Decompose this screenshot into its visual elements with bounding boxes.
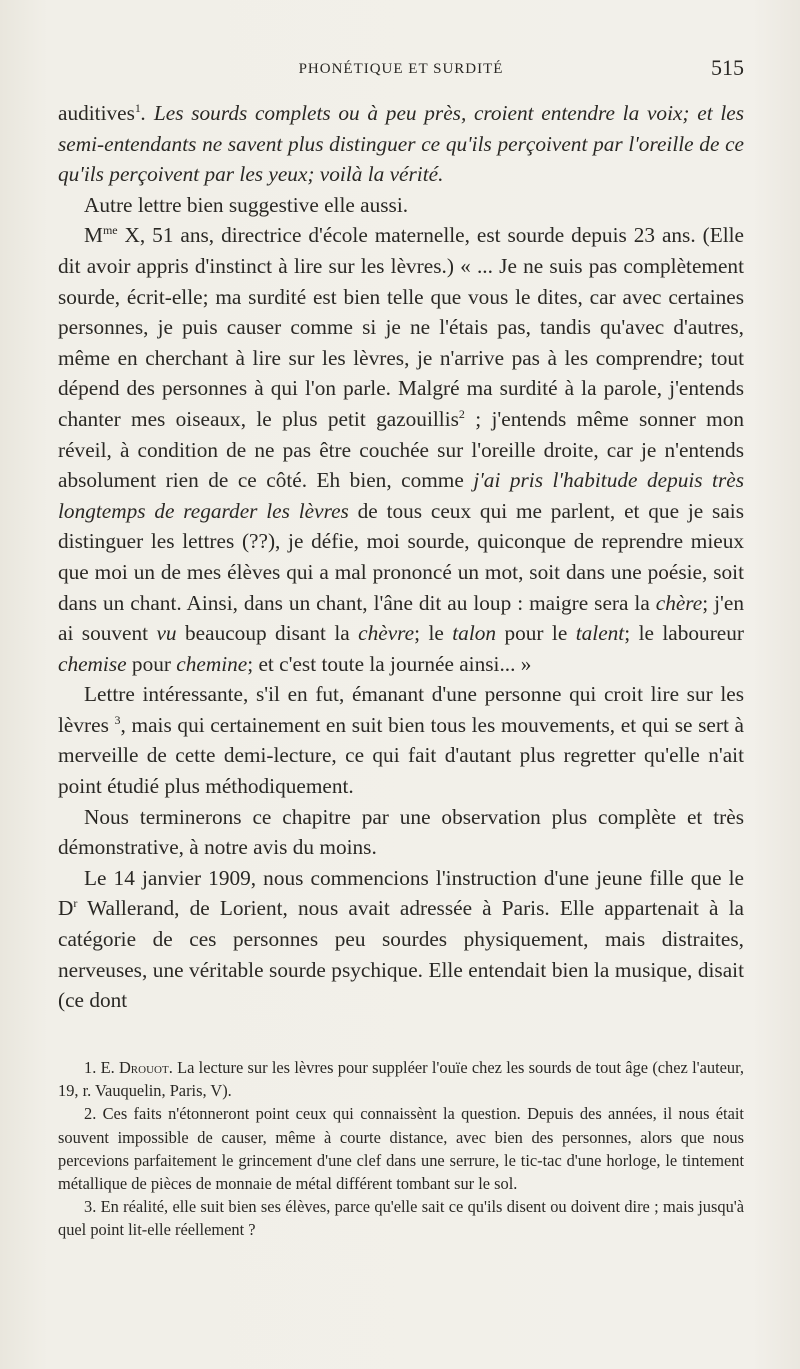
- paragraph-5: Nous terminerons ce chapitre par une observation plus complète et très démonstrative, à notre avis du moins.: [58, 804, 744, 860]
- running-title: PHONÉTIQUE ET SURDITÉ: [298, 61, 504, 77]
- paragraph-4: Lettre intéressante, s'il en fut, émanant d'une personne qui croit lire sur les lèvres $^3$, mais qui certainement en suit bien tous les mouvements, et qui se sert à merveille de cette demi-lecture, ce qui fait d'autant plus regretter qu'elle n'ait point étudié plus méthodiquement.: [58, 682, 744, 799]
- paragraph-1: auditives$^1$. Les sourds complets ou à peu près, croient entendre la voix; et les semi-entendants ne savent plus distinguer ce qu'ils perçoivent par l'oreille de ce qu'ils perçoivent par les yeux; voilà la vérité.: [58, 100, 744, 187]
- footnote-ref-2: 2: [458, 406, 465, 421]
- paragraph-2: Autre lettre bien suggestive elle aussi.: [84, 192, 409, 217]
- footnote-1: 1. E. Drouot. La lecture sur les lèvres pour suppléer l'ouïe chez les sourds de tout âge (chez l'auteur, 19, r. Vauquelin, Paris, V).: [58, 1058, 744, 1101]
- footnotes: [58, 1056, 744, 1242]
- footnote-2: 2. Ces faits n'étonneront point ceux qui connaissènt la question. Depuis des années, il nous était souvent impossible de causer, même à courte distance, avec bien des personnes, alors que nous percevions parfaitement le grincement d'une clef dans une serrure, le tic-tac d'une horloge, le tintement métallique de pièces de monnaie de métal différent tombant sur le sol.: [58, 1104, 744, 1194]
- body-text: [58, 98, 744, 1016]
- paragraph-6: Le 14 janvier 1909, nous commencions l'instruction d'une jeune fille que le $D^r$ Wallerand, de Lorient, nous avait adressée à Paris. Elle appartenait à la catégorie de ces personnes peu sourdes physiquement, mais distraites, nerveuses, une véritable sourde psychique. Elle entendait bien la musique, disait (ce dont: [58, 865, 744, 1013]
- paragraph-3: $M^{me}$ X, 51 ans, directrice d'école maternelle, est sourde depuis 23 ans. (Elle dit avoir appris d'instinct à lire sur les lèvres.) « ... Je ne suis pas complètement sourde, écrit-elle; ma surdité est bien telle que vous le dites, car avec certaines personnes, je puis causer comme si je ne l'étais pas, tandis qu'avec d'autres, même en cherchant à lire sur les lèvres, je n'arrive pas à les comprendre; tout dépend des personnes à qui l'on parle. Malgré ma surdité à la parole, j'entends chanter mes oiseaux, le plus petit gazouillis$^2$ ; j'entends même sonner mon réveil, à condition de ne pas être couchée sur l'oreille droite, car je n'entends absolument rien de ce côté. Eh bien, comme j'ai pris l'habitude depuis très longtemps de regarder les lèvres de tous ceux qui me parlent, et que je sais distinguer les lettres (??), je défie, moi sourde, quiconque de reprendre mieux que moi un de mes élèves qui a mal prononcé un mot, soit dans une poésie, soit dans un chant. Ainsi, dans un chant, l'âne dit au loup : maigre sera la chère; j'en ai souvent vu beaucoup disant la chèvre; le talon pour le talent; le laboureur chemise pour chemine; et c'est toute la journée ainsi... »: [58, 223, 744, 676]
- footnote-ref-3: 3: [114, 712, 121, 727]
- footnote-3: 3. En réalité, elle suit bien ses élèves, parce qu'elle sait ce qu'ils disent ou doivent dire ; mais jusqu'à quel point lit-elle réellement ?: [58, 1197, 744, 1240]
- footnote-ref-1: 1: [134, 100, 141, 115]
- page-number: 515: [711, 55, 744, 80]
- page-header: [58, 55, 744, 85]
